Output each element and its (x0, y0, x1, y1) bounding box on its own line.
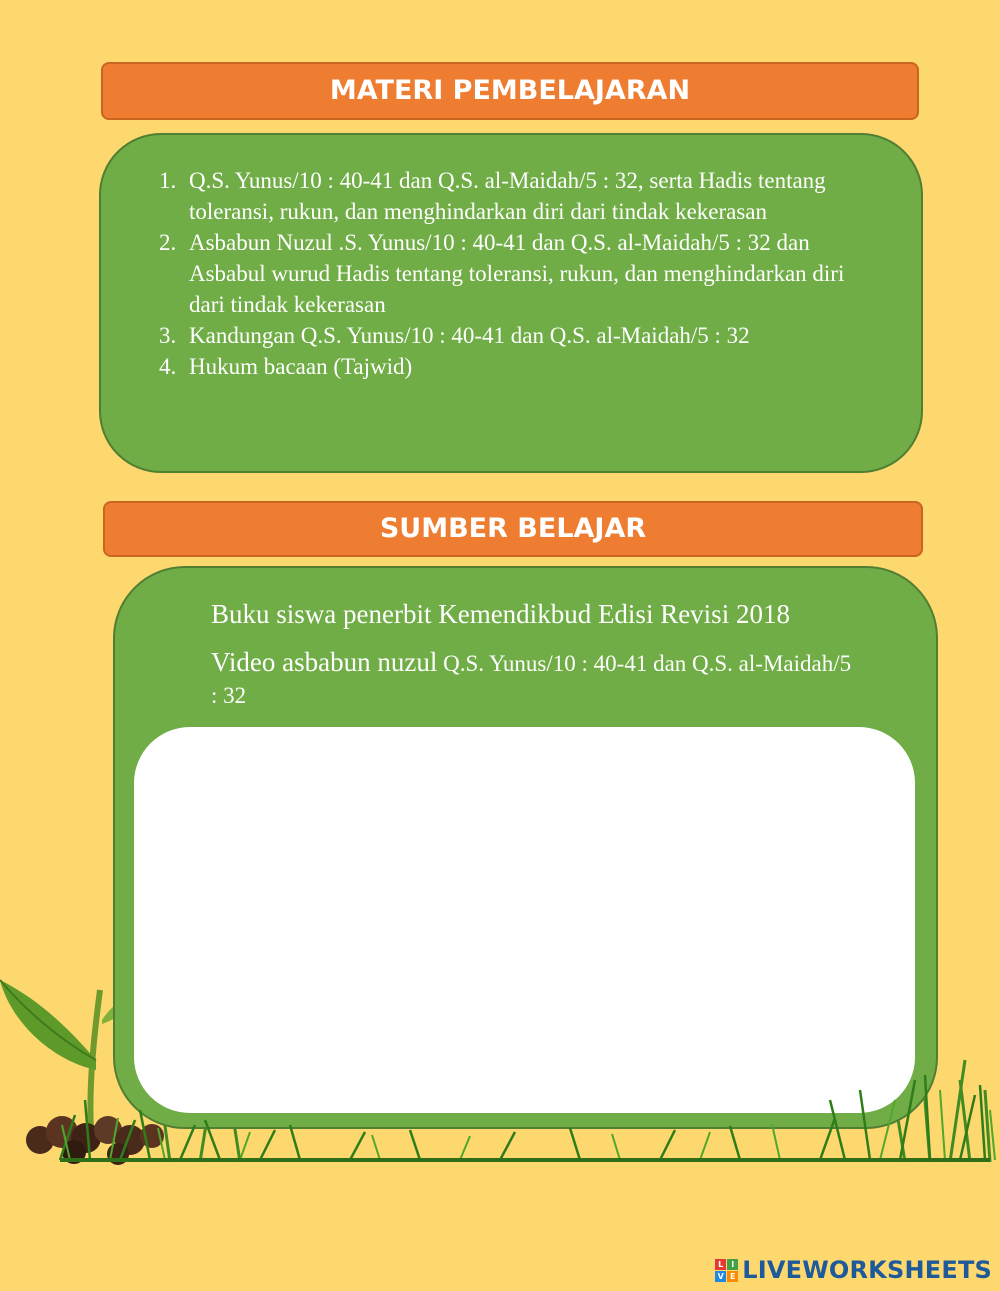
sumber-video-prefix: Video asbabun nuzul (211, 647, 438, 677)
sumber-title-banner (103, 501, 923, 557)
materi-item-text: Hukum bacaan (Tajwid) (189, 354, 413, 379)
sumber-panel (113, 566, 938, 1129)
materi-item-text: Q.S. Yunus/10 : 40-41 dan Q.S. al-Maidah/5 : 32, serta Hadis tentang toleransi, rukun, dan menghindarkan diri dari tindak kekerasan (189, 168, 826, 224)
logo-letter: V (715, 1271, 726, 1282)
soil-icon (26, 1116, 164, 1165)
materi-item-1 (159, 165, 879, 227)
materi-item-number: 4. (159, 354, 177, 379)
materi-item-number: 3. (159, 323, 177, 348)
materi-item-text: Kandungan Q.S. Yunus/10 : 40-41 dan Q.S. al-Maidah/5 : 32 (189, 323, 750, 348)
materi-item-3 (159, 320, 879, 351)
materi-title: MATERI PEMBELAJARAN (329, 75, 691, 106)
sumber-video-suffix: Q.S. Yunus/10 : 40-41 dan Q.S. al-Maidah/5 : 32 (211, 651, 852, 708)
sumber-title: SUMBER BELAJAR (379, 513, 647, 544)
logo-letter: E (727, 1271, 738, 1282)
liveworksheets-brand (715, 1255, 992, 1285)
materi-item-2 (159, 227, 879, 320)
logo-letter: I (727, 1259, 738, 1270)
sumber-book: Buku siswa penerbit Kemendikbud Edisi Revisi 2018 (211, 599, 790, 629)
materi-item-4 (159, 351, 879, 382)
video-embed-area[interactable] (134, 727, 915, 1113)
logo-letter: L (715, 1259, 726, 1270)
materi-list (159, 165, 879, 382)
sumber-video (211, 647, 861, 711)
materi-item-number: 1. (159, 168, 177, 193)
materi-item-number: 2. (159, 230, 177, 255)
liveworksheets-wordmark: LIVEWORKSHEETS (742, 1256, 992, 1284)
liveworksheets-logo-icon (715, 1259, 738, 1282)
materi-item-text: Asbabun Nuzul .S. Yunus/10 : 40-41 dan Q.S. al-Maidah/5 : 32 dan Asbabul wurud Hadis tentang toleransi, rukun, dan menghindarkan diri dari tindak kekerasan (189, 230, 845, 317)
materi-panel (99, 133, 923, 473)
materi-title-banner (101, 62, 919, 120)
